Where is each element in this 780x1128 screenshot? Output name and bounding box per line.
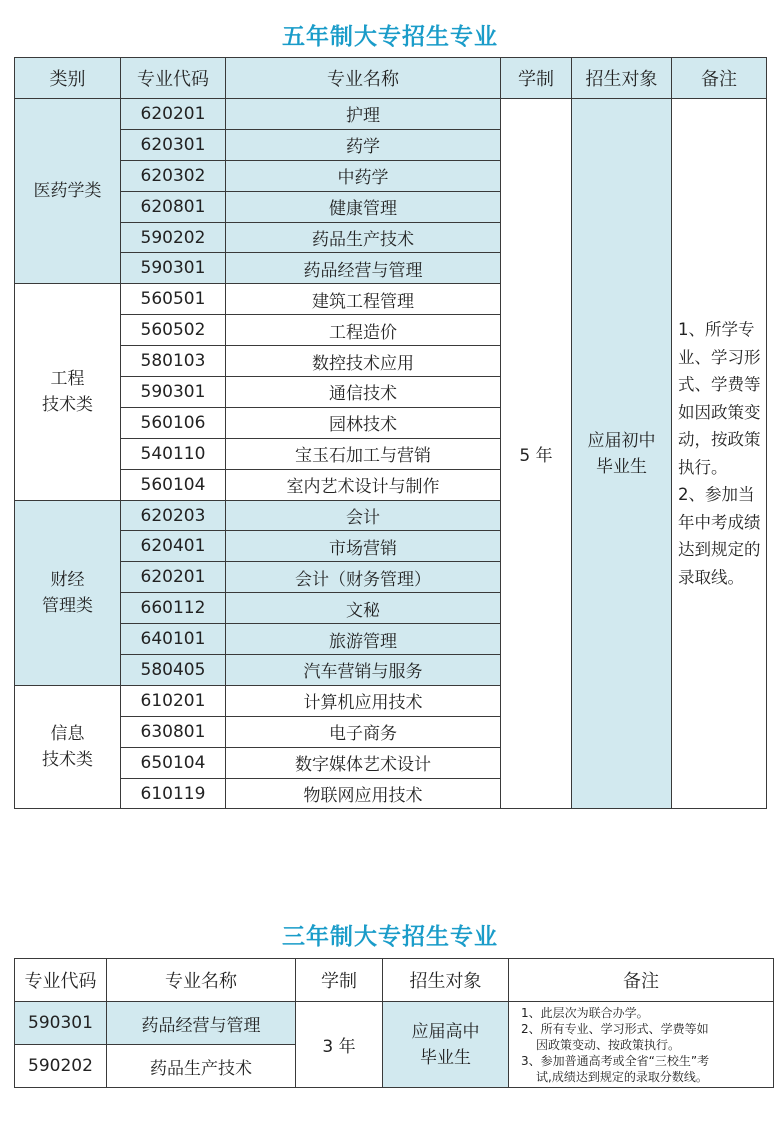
major-code: 620801 bbox=[121, 191, 226, 222]
header-target: 招生对象 bbox=[572, 58, 672, 99]
header-category: 类别 bbox=[15, 58, 121, 99]
major-name: 市场营销 bbox=[226, 531, 501, 562]
major-code: 560501 bbox=[121, 284, 226, 315]
major-code: 590202 bbox=[121, 222, 226, 253]
major-code: 560104 bbox=[121, 469, 226, 500]
note-line: 2、所有专业、学习形式、学费等如 bbox=[521, 1021, 709, 1036]
major-name: 通信技术 bbox=[226, 377, 501, 408]
major-name: 护理 bbox=[226, 99, 501, 130]
note-line: 达到规定的 bbox=[678, 540, 761, 560]
category-cell bbox=[15, 685, 121, 809]
target-cell bbox=[383, 1002, 509, 1088]
category-cell bbox=[15, 99, 121, 284]
category-label: 医药学类 bbox=[33, 181, 102, 202]
three-year-majors-table bbox=[14, 958, 774, 1088]
duration-cell: 3 年 bbox=[296, 1002, 383, 1088]
table-row bbox=[15, 99, 767, 130]
major-code: 590301 bbox=[121, 253, 226, 284]
header-duration: 学制 bbox=[296, 959, 383, 1002]
major-name: 中药学 bbox=[226, 160, 501, 191]
major-code: 620401 bbox=[121, 531, 226, 562]
major-code: 640101 bbox=[121, 624, 226, 655]
major-name: 药学 bbox=[226, 129, 501, 160]
note-line: 动，按政策 bbox=[678, 430, 761, 450]
major-name: 健康管理 bbox=[226, 191, 501, 222]
major-name: 文秘 bbox=[226, 593, 501, 624]
major-code: 650104 bbox=[121, 747, 226, 778]
header-note: 备注 bbox=[509, 959, 774, 1002]
major-name: 园林技术 bbox=[226, 407, 501, 438]
category-label: 工程 bbox=[50, 368, 85, 389]
major-name: 数字媒体艺术设计 bbox=[226, 747, 501, 778]
note-line: 录取线。 bbox=[678, 567, 744, 587]
header-note: 备注 bbox=[672, 58, 767, 99]
note-line: 如因政策变 bbox=[678, 402, 761, 422]
note-cell bbox=[509, 1002, 774, 1088]
major-code: 620302 bbox=[121, 160, 226, 191]
header-code: 专业代码 bbox=[121, 58, 226, 99]
note-line: 式、学费等 bbox=[678, 375, 761, 395]
note-line: 执行。 bbox=[678, 457, 728, 477]
five-year-table-title: 五年制大专招生专业 bbox=[282, 24, 498, 50]
major-code: 560502 bbox=[121, 315, 226, 346]
major-name: 旅游管理 bbox=[226, 624, 501, 655]
header-row bbox=[15, 959, 774, 1002]
note-line: 2、参加当 bbox=[678, 485, 755, 505]
target-cell bbox=[572, 99, 672, 809]
target-line: 应届初中 bbox=[587, 430, 656, 451]
target-line: 毕业生 bbox=[596, 456, 647, 477]
major-name: 会计（财务管理） bbox=[226, 562, 501, 593]
target-line: 毕业生 bbox=[420, 1047, 471, 1068]
major-name: 物联网应用技术 bbox=[226, 778, 501, 809]
category-label: 技术类 bbox=[42, 750, 93, 771]
major-code: 660112 bbox=[121, 593, 226, 624]
note-line: 试,成绩达到规定的录取分数线。 bbox=[536, 1069, 708, 1084]
major-name: 室内艺术设计与制作 bbox=[226, 469, 501, 500]
major-name: 建筑工程管理 bbox=[226, 284, 501, 315]
header-name: 专业名称 bbox=[226, 58, 501, 99]
major-code: 620301 bbox=[121, 129, 226, 160]
major-code: 620203 bbox=[121, 500, 226, 531]
target-line: 应届高中 bbox=[411, 1021, 480, 1042]
header-duration: 学制 bbox=[501, 58, 572, 99]
major-name: 汽车营销与服务 bbox=[226, 655, 501, 686]
header-code: 专业代码 bbox=[15, 959, 107, 1002]
major-code: 560106 bbox=[121, 407, 226, 438]
note-line: 1、此层次为联合办学。 bbox=[521, 1005, 649, 1020]
note-cell bbox=[672, 99, 767, 809]
note-line: 3、参加普通高考或全省“三校生”考 bbox=[521, 1053, 710, 1068]
major-code: 610201 bbox=[121, 685, 226, 716]
major-code: 620201 bbox=[121, 99, 226, 130]
note-line: 业、学习形 bbox=[678, 347, 761, 367]
note-line: 年中考成绩 bbox=[678, 512, 761, 532]
major-code: 590202 bbox=[15, 1045, 107, 1088]
category-cell bbox=[15, 284, 121, 500]
major-code: 610119 bbox=[121, 778, 226, 809]
category-label: 技术类 bbox=[42, 394, 93, 415]
table-row bbox=[15, 1002, 774, 1045]
category-cell bbox=[15, 500, 121, 685]
five-year-majors-table bbox=[14, 57, 767, 809]
major-code: 590301 bbox=[121, 377, 226, 408]
header-name: 专业名称 bbox=[107, 959, 296, 1002]
note-line: 因政策变动、按政策执行。 bbox=[536, 1037, 681, 1052]
major-name: 电子商务 bbox=[226, 716, 501, 747]
major-name: 药品生产技术 bbox=[107, 1045, 296, 1088]
three-year-table-title: 三年制大专招生专业 bbox=[282, 924, 498, 950]
major-code: 620201 bbox=[121, 562, 226, 593]
header-target: 招生对象 bbox=[383, 959, 509, 1002]
category-label: 管理类 bbox=[42, 595, 93, 616]
major-code: 590301 bbox=[15, 1002, 107, 1045]
duration-cell: 5 年 bbox=[501, 99, 572, 809]
header-row bbox=[15, 58, 767, 99]
major-name: 药品经营与管理 bbox=[107, 1002, 296, 1045]
major-code: 580405 bbox=[121, 655, 226, 686]
category-label: 信息 bbox=[50, 724, 85, 745]
major-code: 580103 bbox=[121, 346, 226, 377]
major-name: 会计 bbox=[226, 500, 501, 531]
category-label: 财经 bbox=[50, 569, 85, 590]
major-code: 540110 bbox=[121, 438, 226, 469]
major-name: 药品经营与管理 bbox=[226, 253, 501, 284]
note-line: 1、所学专 bbox=[678, 320, 755, 340]
major-name: 工程造价 bbox=[226, 315, 501, 346]
major-code: 630801 bbox=[121, 716, 226, 747]
major-name: 宝玉石加工与营销 bbox=[226, 438, 501, 469]
major-name: 数控技术应用 bbox=[226, 346, 501, 377]
major-name: 计算机应用技术 bbox=[226, 685, 501, 716]
major-name: 药品生产技术 bbox=[226, 222, 501, 253]
